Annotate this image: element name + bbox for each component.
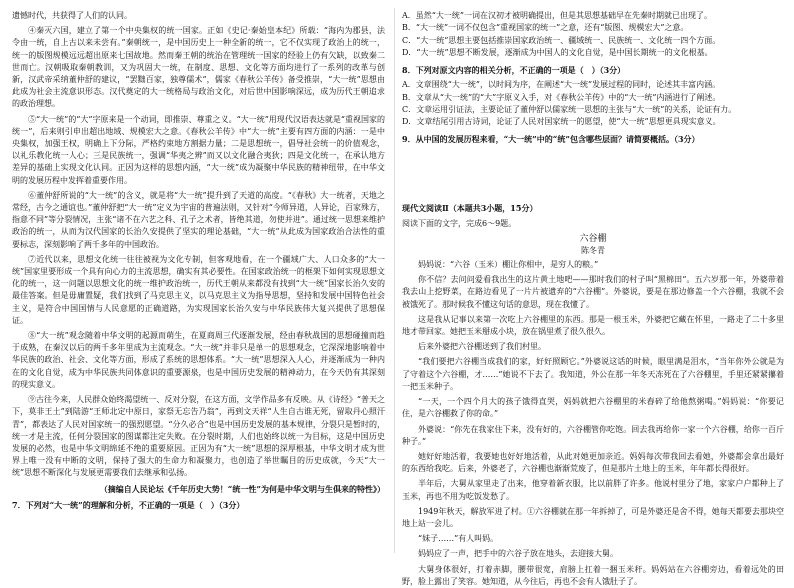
story-paragraph: 外婆说：“你先在我家住下来，没有好的，六谷棚管你吃饱。回去我再给你一家一个六谷棚，给你一百斤种子。” — [402, 424, 784, 446]
column-divider — [394, 8, 395, 553]
question-8: 8．下列对原文内容的相关分析，不正确的一项是（ ）（3分） — [402, 64, 626, 75]
paragraph-6: ⑥董仲舒所说的“大一统”的含义，就是将“大一统”提升到了天道的高度。“《春秋》大一统者，天地之常经，古今之通谊也。”董仲舒把“大一统”定义为宇宙的普遍法则，又针对“今师异道，人异论，百家殊方，指意不同”等分裂情况，主张“诸不在六艺之科、孔子之术者，皆绝其道，勿使并进”。通过统一思想来维护政治的统一，从而为汉代国家的长治久安提供了坚实的理论基础，“大一统”从此成为国家政治合法性的重要标志，深刻影响了两千多年的中国政治。 — [12, 190, 385, 249]
question-9: 9．从中国的发展历程来看，“大一统”中的“统”包含哪些层面？请简要概括。（3分） — [402, 133, 700, 144]
story-paragraph: 你不信？去问问爱看我出生的这片黄土地吧——那时我们的村子叫“黑棉田”。五六岁那一年，外婆带着我去山上挖野菜，在路边看见了一片片被遗弃的“六谷棚”。外婆说，要是在那边修盖一个六谷棚，我就不会被饿死了。那时候我不懂这句话的意思，现在我懂了。 — [402, 275, 784, 309]
question-7: 7．下列对“大一统”的理解和分析，不正确的一项是（ ）（3分） — [12, 499, 245, 510]
q7-option-c: C．“大一统”思想主要包括推崇国家政治统一、疆域统一、民族统一、文化统一四个方面。 — [402, 35, 721, 45]
q8-option-a: A．文章围绕“大一统”，以时间为序，在阐述“大一统”发展过程的同时，论述其丰富内涵。 — [402, 80, 721, 90]
story-paragraph: 妈妈应了一声，把手中的六谷子放在地头，去迎接大舅。 — [418, 549, 618, 559]
q8-option-c: C．文章运用引证法，主要论证了董仲舒以儒家统一思想的主张与“大一统”的关系，论证有力。 — [402, 104, 737, 114]
paragraph-4: ④秦灭六国，建立了第一个中央集权的统一国家。正如《史记·秦始皇本纪》所载：“海内为郡县，法令由一统，自上古以来未尝有。”秦朝统一，是中国历史上一种全新的统一，它不仅实现了政治上的统一，统一的版图规模远远超出原来七国故地。然而秦王朝的统治在管理统一国家的经验上仍有欠缺，以致秦二世而亡。汉朝吸取秦朝教训，又为巩固大一统，在制度、思想、文化等方面均进行了一系列的改革与创新，汉武帝采纳董仲舒的建议，“罢黜百家，独尊儒术”，儒家《春秋公羊传》备受推崇，“大一统”思想由此成为社会主流意识形态。汉代奠定的大一统格局与政治文化，对后世中国影响深远，成为历代王朝追求的政治理想。 — [12, 26, 385, 109]
q7-option-a: A．虽然“大一统”一词在汉初才被明确提出，但是其思想基础早在先秦时期就已出现了。 — [402, 11, 712, 20]
paragraph-9: ⑨古往今来，人民群众始终渴望统一、反对分裂，在这方面，文学作品多有反映。从《诗经》“普天之下，莫非王土”到陆游“王师北定中原日，家祭无忘告乃翁”，再到文天祥“人生自古谁无死，留取丹心照汗青”，都表达了人民对国家统一的强烈愿望。“分久必合”也是中国历史发展的基本规律，分裂只是暂时的，统一才是主流，任何分裂国家的图谋都注定失败。在分裂时期，人们也始终以统一为目标，这是中国历史发展的必然，也是中华文明绵延不绝的重要原因。正因为有“大一统”思想的深厚根基，中华文明才成为世界上唯一没有中断的文明，保持了强大的生命力和凝聚力，也创造了举世瞩目的历史成就，今天“大一统”思想不断深化与发展更需要我们去继承和弘扬。 — [12, 395, 385, 478]
answer-space — [402, 148, 784, 200]
story-author: 陈冬青 — [581, 246, 605, 256]
story-paragraph: 半年后，大舅从家里走了出来，他穿着新衣服，比以前胖了许多。他说村里分了地，家家户户都种上了玉米，再也不用为吃饭发愁了。 — [402, 479, 784, 501]
q7-option-b: B．“大一统”一词不仅包含“重视国家的统一”之意，还有“版图、规模宏大”之意。 — [402, 23, 689, 33]
paragraph-5: ⑤“大一统”的“大”字原来是一个动词，即推崇、尊重之义。“大一统”用现代汉语表达就是“重视国家的统一”，后来则引申出超出地域、规模宏大之意。《春秋公羊传》中“大一统”主要有四方面的内涵：一是中央集权，加强王权，明确上下分际，严格约束地方割据力量；二是思想统一，倡导社会统一的价值观念，以礼乐教化统一人心；三是民族统一，强调“华夷之辨”而又以文化融合夷狄；四是文化统一，在承认地方差异的基础上实现文化认同。正因为这样的思想内涵，“大一统”成为凝聚中华民族的精神纽带，在中华文明的发展历程中发挥着重要作用。 — [12, 114, 385, 185]
source-citation: （摘编自人民论坛《千年历史大势！“统一性”为何是中华文明与生俱来的特性》） — [99, 483, 385, 494]
story-paragraph: 她好好地活着，我要她也好好地活着，从此对她更加亲近。妈妈每次带我回去看她，外婆都会拿出最好的东西给我吃。后来，外婆老了，六谷棚也渐渐荒废了，但是那片土地上的玉米，年年都长得很好。 — [402, 451, 784, 474]
paragraph-8: ⑧“大一统”观念随着中华文明的起源而萌生，在夏商周三代逐渐发展，经由春秋战国的思想碰撞而趋于成熟，在秦汉以后的两千多年里成为主流观念。“大一统”并非只是单一的思想观念，它深深地影响着中华民族的政治、社会、文化等方面，形成了系统的思想体系。“大一统”思想深入人心，并逐渐成为一种内在的文化自觉，成为中华民族共同体意识的重要源泉，也是中国历史发展的精神动力，在今天仍有其深刻的现实意义。 — [12, 331, 385, 389]
left-column — [12, 10, 385, 555]
q7-option-d: D．“大一统”思想不断发展，逐渐成为中国人的文化自觉，是中国长期统一的文化根基。 — [402, 48, 713, 58]
paragraph-7: ⑦近代以来，思想文化统一往往被视为文化专制，但客观地看，在一个疆域广大、人口众多的“大一统”国家里要形成一个具有向心力的主流思想，确实有其必要性。在国家政治统一的框架下如何实现思想文化的统一，这一问题以思想文化的统一维护政治统一，历代王朝从来都没有找到“大一统”国家长治久安的最佳答案。但是毋庸置疑，我们找到了马克思主义，以马克思主义为指导思想，坚持和发展中国特色社会主义，是符合中国国情与人民意愿的正确道路，为实现国家长治久安与中华民族伟大复兴提供了思想保证。 — [12, 254, 385, 325]
story-paragraph: “妹子……”有人叫妈。 — [418, 534, 499, 544]
story-title: 六谷棚 — [579, 234, 607, 245]
story-paragraph: 妈妈说：“六谷（玉米）棚让你相中，是穷人的粮。” — [418, 260, 599, 270]
story-paragraph: “一天，一个四个月大的孩子饿得直哭，妈妈就把六谷棚里的米舂碎了给他熬粥喝。”妈妈说：“你要记住，是六谷棚救了你的命。” — [402, 397, 784, 419]
story-paragraph: 1949年秋天，解放军进了村。①六谷棚就在那一年拆掉了，可是外婆还是舍不得，她每天都要去那块空地上站一会儿。 — [402, 506, 784, 528]
q8-option-b: B．文章从“大一统”的“大”字原义入手，对《春秋公羊传》中的“大一统”内涵进行了阐述。 — [402, 92, 721, 102]
paragraph-continuation: 遗憾时代，共获得了人们的认同。 — [12, 11, 132, 20]
section-heading: 现代文阅读Ⅱ（本题共3小题，15分） — [402, 203, 538, 214]
story-paragraph: 大舅身体很好，打着赤脚，腰带很宽，肩膀上扛着一捆玉米秆。妈妈站在六谷棚旁边，看着远处的田野，脸上露出了笑容。她知道，从今往后，再也不会有人饿肚子了。 — [402, 564, 784, 586]
right-column — [402, 10, 784, 586]
story-paragraph: “我们要把六谷棚当成我们的家，好好照顾它。”外婆说这话的时候，眼里满是泪水，“当年你外公就是为了守着这个六谷棚，才……”她说不下去了。我知道，外公在那一年冬天冻死在了六谷棚里，手里还紧紧攥着一把玉米种子。 — [402, 357, 784, 391]
section-instructions: 阅读下面的文字，完成6～9题。 — [402, 218, 517, 228]
q8-option-d: D．文章结尾引用古诗词，论证了人民对国家统一的愿望，使“大一统”思想更具现实意义。 — [402, 117, 721, 127]
story-paragraph: 这是我从记事以来第一次吃上六谷棚里的东西。那是一根玉米，外婆把它藏在怀里，一路走了二十多里地才带回家。她把玉米掰成小块，放在锅里煮了很久很久。 — [402, 314, 784, 337]
story-paragraph: 后来外婆把六谷棚送到了我们村里。 — [418, 342, 546, 352]
